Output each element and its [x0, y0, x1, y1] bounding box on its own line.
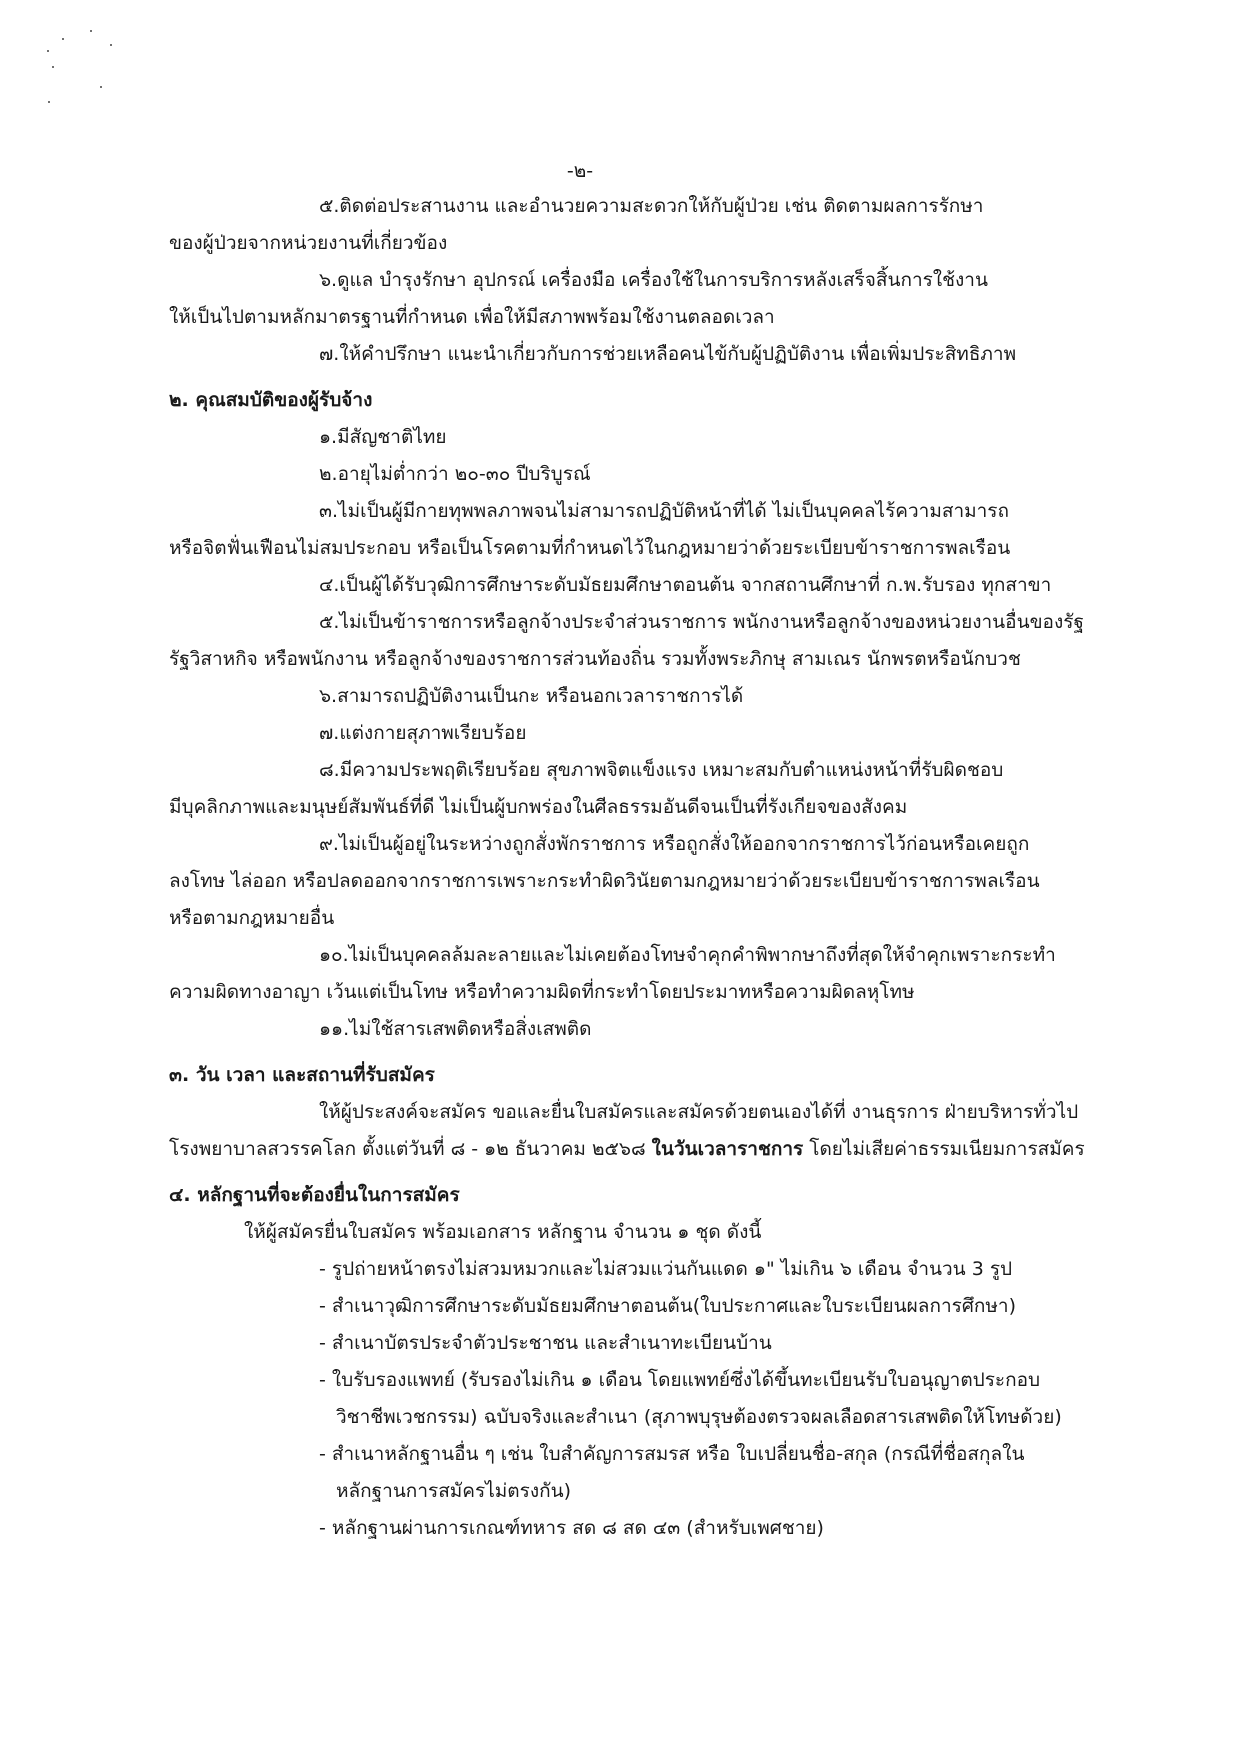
s3-line-1: ให้ผู้ประสงค์จะสมัคร ขอและยื่นใบสมัครและสมัครด้วยตนเองได้ที่ งานธุรการ ฝ่ายบริหารทั่วไป — [319, 1101, 1079, 1123]
s2-item-8-line-1: ๘.มีความประพฤติเรียบร้อย สุขภาพจิตแข็งแรง เหมาะสมกับตำแหน่งหน้าที่รับผิดชอบ — [319, 759, 1004, 781]
section-3-heading: ๓. วัน เวลา และสถานที่รับสมัคร — [169, 1064, 435, 1086]
s2-item-10-line-1: ๑๐.ไม่เป็นบุคคลล้มละลายและไม่เคยต้องโทษจำคุกคำพิพากษาถึงที่สุดให้จำคุกเพราะกระทำ — [319, 944, 1056, 966]
s2-item-2: ๒.อายุไม่ต่ำกว่า ๒๐-๓๐ ปีบริบูรณ์ — [319, 463, 591, 485]
s2-item-10-line-2: ความผิดทางอาญา เว้นแต่เป็นโทษ หรือทำความผิดที่กระทำโดยประมาทหรือความผิดลหุโทษ — [169, 981, 915, 1003]
s3-line-2-start: โรงพยาบาลสวรรคโลก ตั้งแต่วันที่ ๘ - ๑๒ ธันวาคม ๒๕๖๘ — [169, 1138, 652, 1160]
section-4-heading: ๔. หลักฐานที่จะต้องยื่นในการสมัคร — [169, 1184, 460, 1206]
s2-item-7: ๗.แต่งกายสุภาพเรียบร้อย — [319, 722, 527, 744]
s4-bullet-4-line-1: - ใบรับรองแพทย์ (รับรองไม่เกิน ๑ เดือน โดยแพทย์ซึ่งได้ขึ้นทะเบียนรับใบอนุญาตประกอบ — [319, 1369, 1041, 1391]
s4-bullet-4-line-2: วิชาชีพเวชกรรม) ฉบับจริงและสำเนา (สุภาพบุรุษต้องตรวจผลเลือดสารเสพติดให้โทษด้วย) — [336, 1406, 1062, 1428]
document-body — [169, 188, 1122, 1547]
s2-item-8-line-2: มีบุคลิกภาพและมนุษย์สัมพันธ์ที่ดี ไม่เป็นผู้บกพร่องในศีลธรรมอันดีจนเป็นที่รังเกียจของสังคม — [169, 796, 908, 818]
s4-bullet-2: - สำเนาวุฒิการศึกษาระดับมัธยมศึกษาตอนต้น(ใบประกาศและใบระเบียนผลการศึกษา) — [319, 1295, 1016, 1317]
page-number: -๒- — [566, 160, 594, 182]
s2-item-1: ๑.มีสัญชาติไทย — [319, 426, 447, 448]
s2-item-4: ๔.เป็นผู้ได้รับวุฒิการศึกษาระดับมัธยมศึกษาตอนต้น จากสถานศึกษาที่ ก.พ.รับรอง ทุกสาขา — [319, 574, 1052, 596]
s1-item-7-line-1: ๗.ให้คำปรึกษา แนะนำเกี่ยวกับการช่วยเหลือคนไข้กับผู้ปฏิบัติงาน เพื่อเพิ่มประสิทธิภาพ — [319, 343, 1017, 365]
s1-item-6-line-2: ให้เป็นไปตามหลักมาตรฐานที่กำหนด เพื่อให้มีสภาพพร้อมใช้งานตลอดเวลา — [169, 306, 775, 328]
s2-item-11: ๑๑.ไม่ใช้สารเสพติดหรือสิ่งเสพติด — [319, 1018, 592, 1040]
s3-line-2-bold: ในวันเวลาราชการ — [651, 1138, 804, 1160]
s2-item-6: ๖.สามารถปฏิบัติงานเป็นกะ หรือนอกเวลาราชการได้ — [319, 685, 744, 707]
s2-item-5-line-1: ๕.ไม่เป็นข้าราชการหรือลูกจ้างประจำส่วนราชการ พนักงานหรือลูกจ้างของหน่วยงานอื่นของรัฐ — [319, 611, 1084, 633]
s3-line-2 — [169, 1131, 1122, 1168]
s4-intro: ให้ผู้สมัครยื่นใบสมัคร พร้อมเอกสาร หลักฐาน จำนวน ๑ ชุด ดังนี้ — [244, 1221, 762, 1243]
s2-item-3-line-2: หรือจิตฟั่นเฟือนไม่สมประกอบ หรือเป็นโรคตามที่กำหนดไว้ในกฎหมายว่าด้วยระเบียบข้าราชการพลเรือน — [169, 537, 1011, 559]
s1-item-5-line-1: ๕.ติดต่อประสานงาน และอำนวยความสะดวกให้กับผู้ป่วย เช่น ติดตามผลการรักษา — [319, 195, 984, 217]
s2-item-9-line-1: ๙.ไม่เป็นผู้อยู่ในระหว่างถูกสั่งพักราชการ หรือถูกสั่งให้ออกจากราชการไว้ก่อนหรือเคยถูก — [319, 833, 1030, 855]
s2-item-9-line-2: ลงโทษ ไล่ออก หรือปลดออกจากราชการเพราะกระทำผิดวินัยตามกฎหมายว่าด้วยระเบียบข้าราชการพลเรือน — [169, 870, 1040, 892]
s2-item-3-line-1: ๓.ไม่เป็นผู้มีกายทุพพลภาพจนไม่สามารถปฏิบัติหน้าที่ได้ ไม่เป็นบุคคลไร้ความสามารถ — [319, 500, 1010, 522]
s3-line-2-end: โดยไม่เสียค่าธรรมเนียมการสมัคร — [803, 1138, 1085, 1160]
s4-bullet-5-line-1: - สำเนาหลักฐานอื่น ๆ เช่น ใบสำคัญการสมรส หรือ ใบเปลี่ยนชื่อ-สกุล (กรณีที่ชื่อสกุลใน — [319, 1443, 1025, 1465]
s1-item-5-line-2: ของผู้ป่วยจากหน่วยงานที่เกี่ยวข้อง — [169, 232, 448, 254]
section-2-heading: ๒. คุณสมบัติของผู้รับจ้าง — [169, 389, 373, 411]
s2-item-9-line-3: หรือตามกฎหมายอื่น — [169, 907, 335, 929]
s1-item-6-line-1: ๖.ดูแล บำรุงรักษา อุปกรณ์ เครื่องมือ เครื่องใช้ในการบริการหลังเสร็จสิ้นการใช้งาน — [319, 269, 988, 291]
s4-bullet-3: - สำเนาบัตรประจำตัวประชาชน และสำเนาทะเบียนบ้าน — [319, 1332, 772, 1354]
s4-bullet-5-line-2: หลักฐานการสมัครไม่ตรงกัน) — [336, 1480, 572, 1502]
s2-item-5-line-2: รัฐวิสาหกิจ หรือพนักงาน หรือลูกจ้างของราชการส่วนท้องถิ่น รวมทั้งพระภิกษุ สามเณร นักพรตหรือนักบวช — [169, 648, 1021, 670]
s4-bullet-6: - หลักฐานผ่านการเกณฑ์ทหาร สด ๘ สด ๔๓ (สำหรับเพศชาย) — [319, 1517, 824, 1539]
s4-bullet-1: - รูปถ่ายหน้าตรงไม่สวมหมวกและไม่สวมแว่นกันแดด ๑" ไม่เกิน ๖ เดือน จำนวน 3 รูป — [319, 1258, 1013, 1280]
